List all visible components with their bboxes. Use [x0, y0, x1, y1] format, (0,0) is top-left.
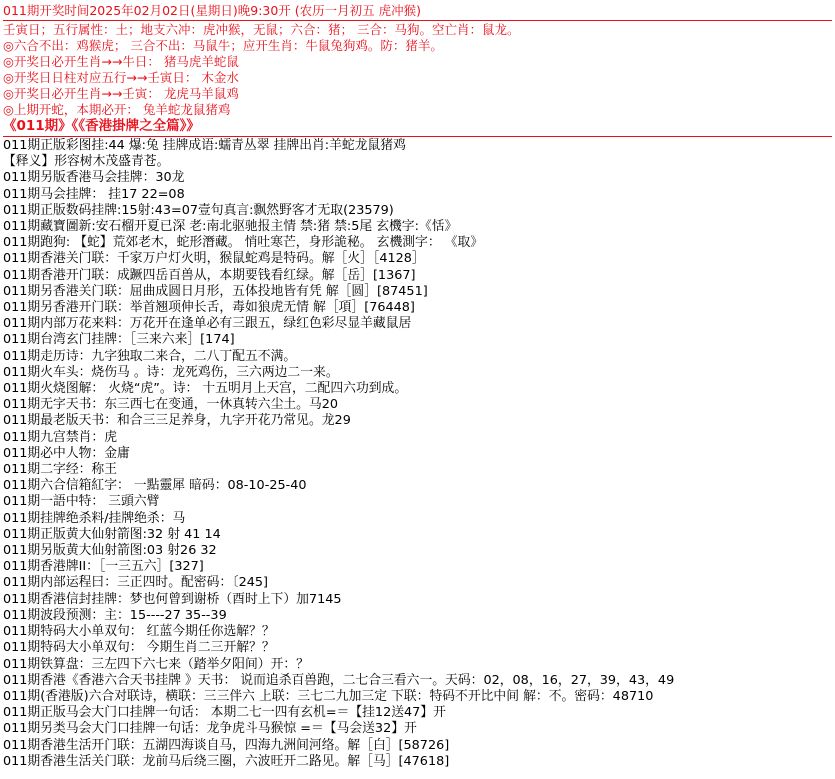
divider-title: [3, 136, 832, 137]
content-line: 011期正版马会大门口挂牌一句话： 本期二七一四有玄机=＝【挂12送47】开: [3, 705, 446, 721]
content-line: 011期台湾玄门挂牌：［三来六来］[174]: [3, 332, 235, 348]
content-line: 011期火车头：烧伤马 。诗：龙死鸡伤，三六两边二一来。: [3, 364, 339, 380]
content-line: 011期九宫禁肖：虎: [3, 429, 118, 445]
content-line: 011期走历诗：九字独取二来合，二八丁配五不满。: [3, 348, 297, 364]
content-line: 011期另类马会大门口挂牌一句话：龙争虎斗马猴惊 =＝【马会送32】开: [3, 721, 417, 737]
content-line: 011期挂牌绝杀料/挂牌绝杀：马: [3, 510, 186, 526]
attribute-line-3: ◎开奖日必开生肖→→牛日： 猪马虎羊蛇鼠: [3, 54, 239, 69]
content-line: 011期必中人物：金庸: [3, 445, 130, 461]
content-lines: [3, 138, 835, 770]
divider-top: [3, 20, 832, 21]
content-line: 011期香港关门联：千家万户灯火明，猴鼠蛇鸡是特码。解［火］［4128］: [3, 251, 425, 267]
content-line: 011期无字天书：东三西七在变通，一休真转六尘土。马20: [3, 397, 339, 413]
content-line: 011期波段预测：主：15----27 35--39: [3, 607, 227, 623]
content-line: 011期正版黄大仙射箭图:32 射 41 14: [3, 526, 221, 542]
attribute-line-5: ◎开奖日必开生肖→→壬寅： 龙虎马羊鼠鸡: [3, 86, 239, 101]
section-title: 《011期》《《香港掛牌之全篇》》: [3, 118, 200, 134]
draw-time-line: 011期开奖时间2025年02月02日(星期日)晚9:30开 (农历一月初五 虎冲猴): [3, 3, 422, 18]
attribute-line-4: ◎开奖日日柱对应五行→→壬寅日： 木金水: [3, 70, 239, 85]
content-line: 011期铁算盘：三左四下六七来（踏举夕阳间）开：？: [3, 656, 309, 672]
content-line: 011期最老版天书：和合三三足养身，九字开花乃常见。龙29: [3, 413, 351, 429]
content-line: 【释义】形容树木茂盛青苍。: [3, 154, 170, 170]
content-line: 011期香港信封挂牌：梦也何曾到谢桥（酉时上下）加7145: [3, 591, 342, 607]
content-line: 011期香港生活开门联：五湖四海谈自马，四海九洲间河络。解［白］[58726]: [3, 737, 450, 753]
content-line: 011期一語中特： 三頭六臂: [3, 494, 160, 510]
content-line: 011期正版数码挂牌:15射:43=07壹句真言:飘然野客才无取(23579): [3, 202, 394, 218]
content-line: 011期(香港版)六合对联诗，横联：三三伴六 上联：三七二九加三定 下联：特码不开比中间 解：不。密码：48710: [3, 688, 654, 704]
content-line: 011期内部万花来料：万花开在逢单必有三跟五，绿红色彩尽显羊藏鼠居: [3, 316, 412, 332]
content-line: 011期六合信箱紅字： 一點靈犀 暗码：08-10-25-40: [3, 478, 307, 494]
content-line: 011期香港《香港六合天书挂牌 》天书： 说而追杀百兽跑，二七合三看六一。天码：02，08，16，27，39，43，49: [3, 672, 675, 688]
content-line: 011期香港开门联：成蹶四岳百兽从，本期要钱看红绿。解［岳］[1367]: [3, 267, 416, 283]
content-line: 011期香港生活关门联：龙前马后绕三圈，六波旺开二路见。解［马］[47618]: [3, 753, 450, 769]
content-line: 011期特码大小单双句： 今期生肖二三开解？？: [3, 640, 275, 656]
content-line: 011期藏寶圖新:安石榴开夏已深 老:南北驱驰报主情 禁:猪 禁:5尾 玄機字:《恬》: [3, 219, 458, 235]
content-line: 011期香港牌II：［一三五六］[327]: [3, 559, 204, 575]
content-line: 011期另香港开门联：举首翘项伸长舌，毒如狼虎无情 解［項］[76448]: [3, 300, 415, 316]
content-line: 011期火烧图解： 火烧“虎”。诗： 十五明月上天宫，二配四六功到成。: [3, 381, 408, 397]
content-line: 011期另香港关门联：屈曲成圆日月形，五体投地皆有凭 解［圆］[87451]: [3, 283, 428, 299]
attribute-line-2: ◎六合不出：鸡猴虎； 三合不出：马鼠牛；应开生肖：牛鼠兔狗鸡。防：猪羊。: [3, 38, 443, 53]
content-line: 011期内部运程曰：三正四时。配密码：〔245]: [3, 575, 268, 591]
content-line: 011期跑狗: 【蛇】荒郊老木，蛇形潛藏。 悄吐寒芒，身形詭秘。 玄機測字： 《取》: [3, 235, 484, 251]
content-line: 011期另版黄大仙射箭图:03 射26 32: [3, 543, 217, 559]
attribute-line-6: ◎上期开蛇，本期必开： 兔羊蛇龙鼠猪鸡: [3, 102, 231, 117]
content-line: 011期马会挂牌： 挂17 22=08: [3, 186, 185, 202]
content-line: 011期另版香港马会挂牌：30龙: [3, 170, 185, 186]
content-line: 011期二字经：称王: [3, 462, 118, 478]
content-line: 011期特码大小单双句： 红蓝今期任你选解？？: [3, 624, 275, 640]
attribute-line-1: 壬寅日；五行属性：土；地支六冲：虎冲猴，无鼠；六合：猪； 三合：马狗。空亡肖：鼠龙。: [3, 22, 520, 37]
content-line: 011期正版彩图挂:44 爆:兔 挂牌成语:蠕青丛翠 挂牌出肖:羊蛇龙鼠猪鸡: [3, 138, 406, 153]
